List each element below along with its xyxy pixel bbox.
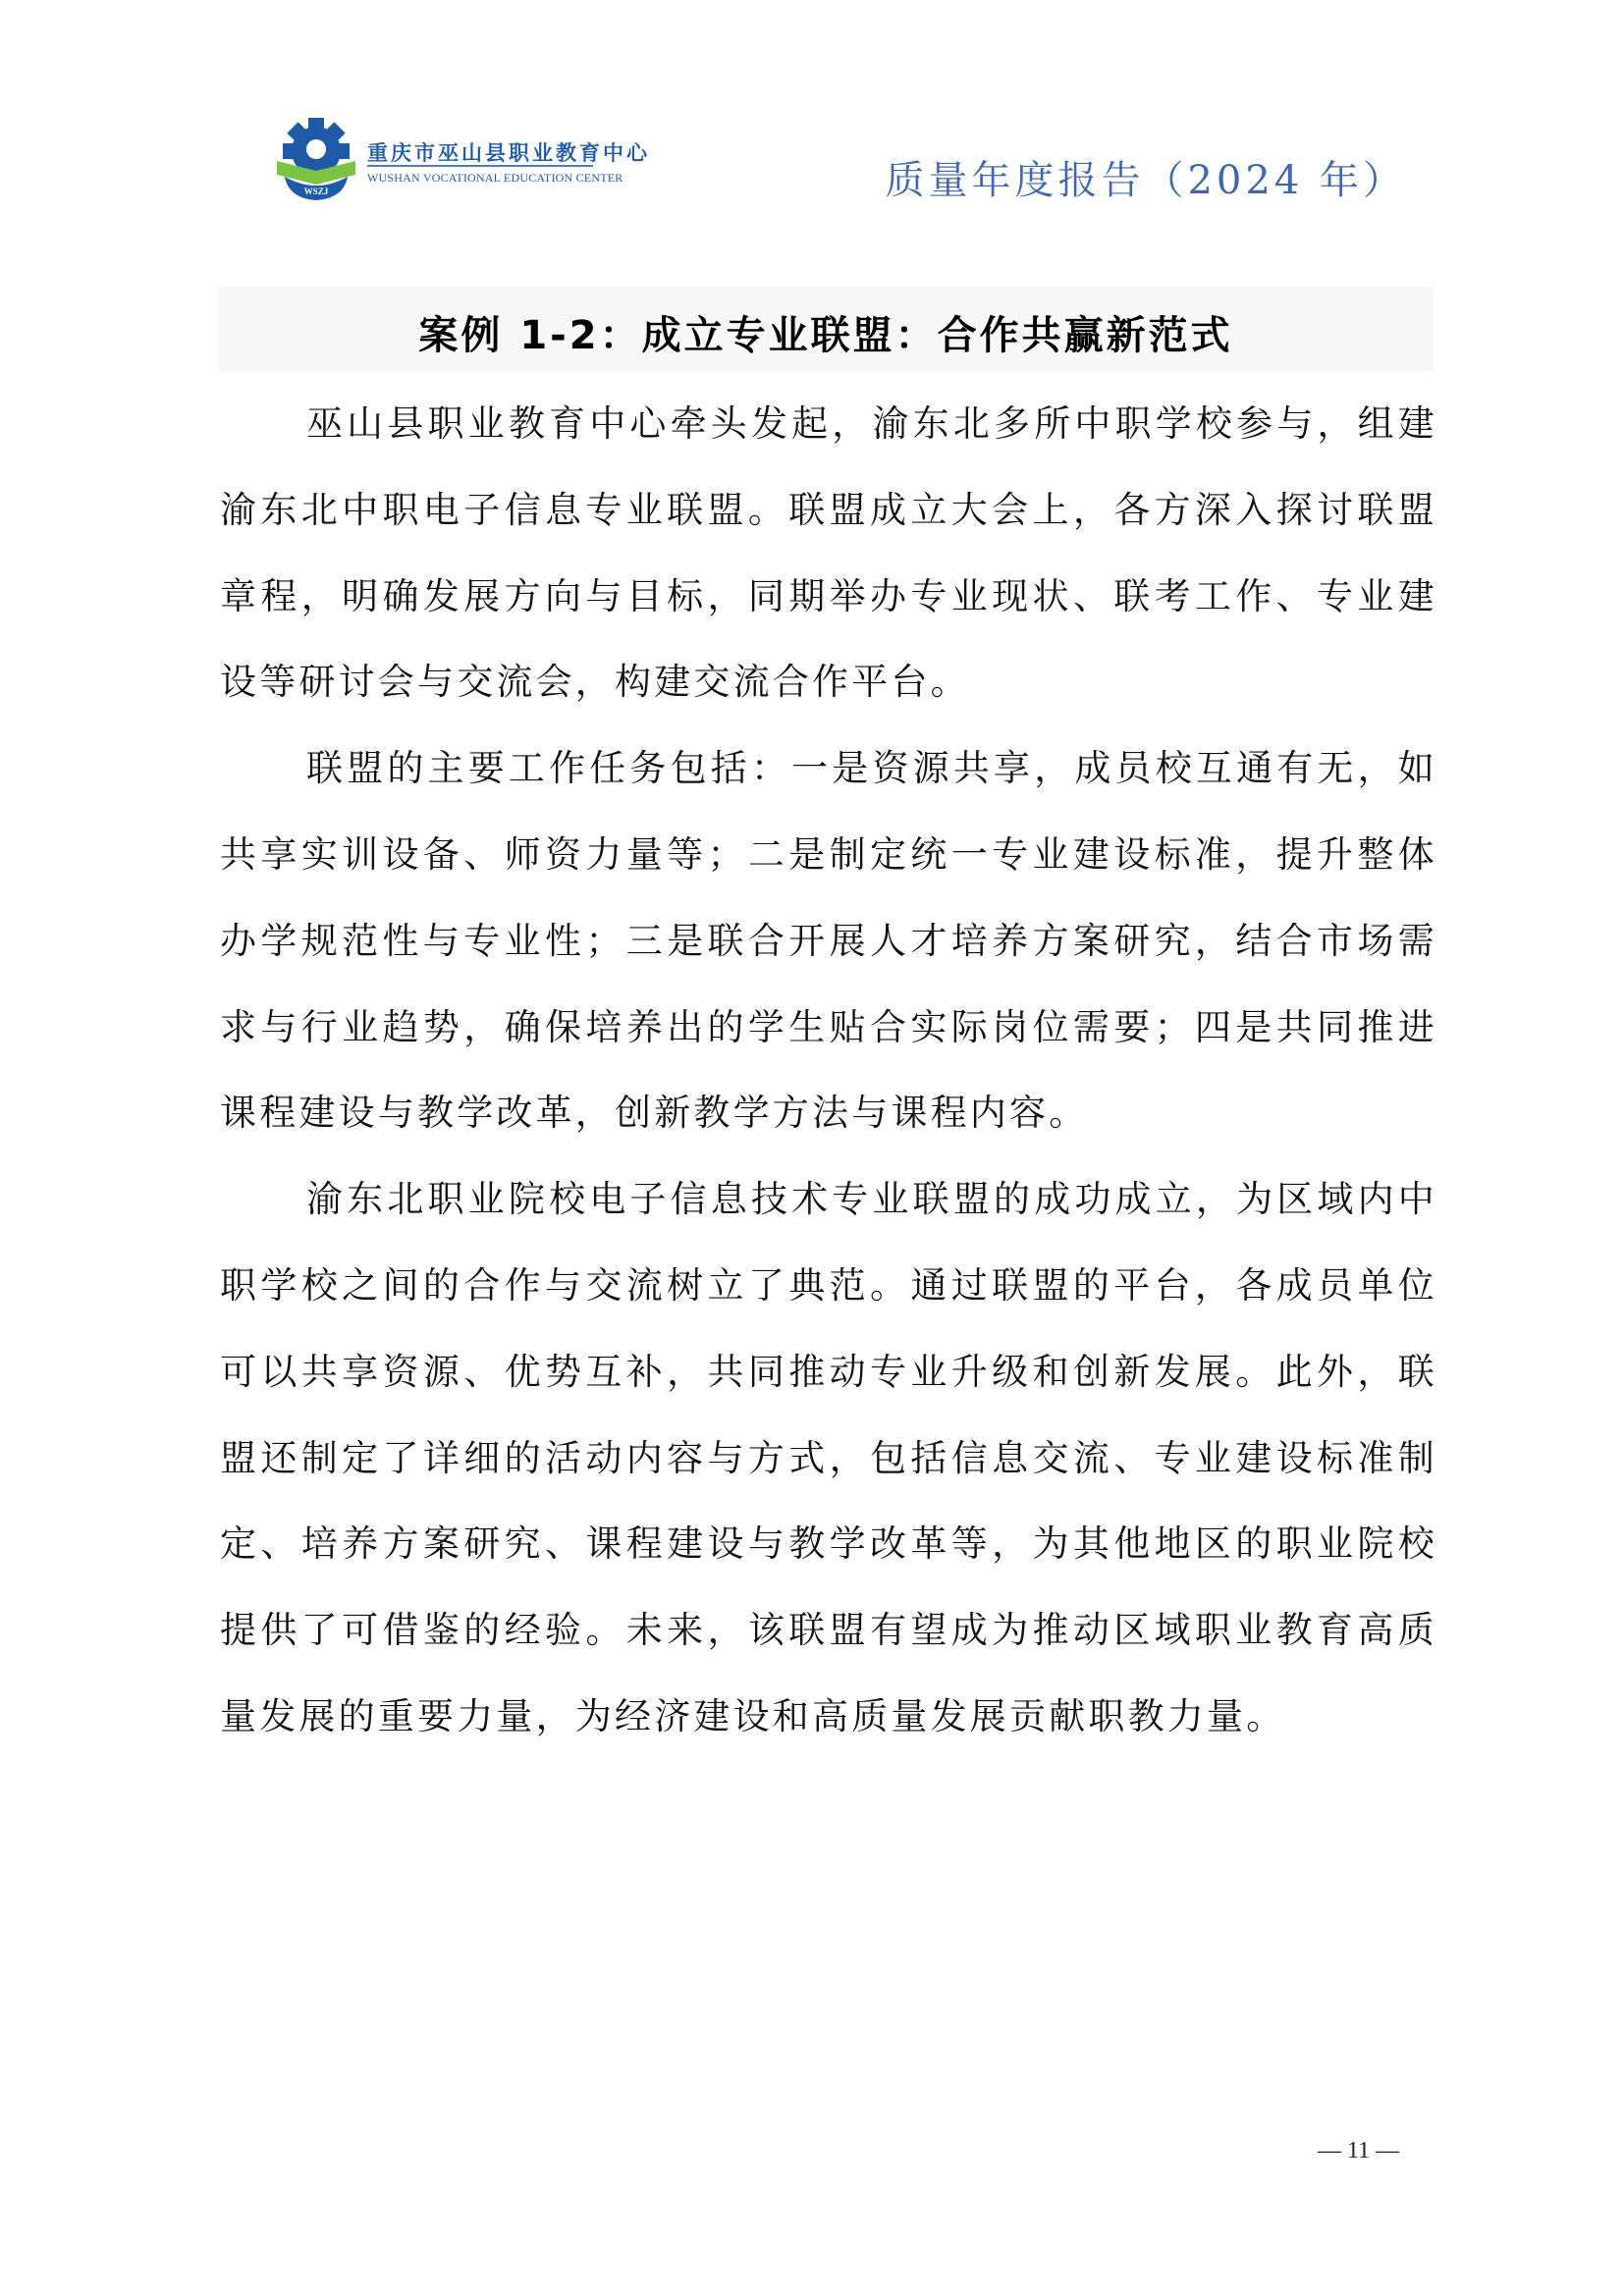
logo-badge-text: WSZJ — [303, 187, 329, 196]
case-title-band — [218, 287, 1434, 371]
school-name-en: WUSHAN VOCATIONAL EDUCATION CENTER — [367, 171, 623, 185]
school-logo — [271, 116, 650, 204]
page-number: — 11 — — [1318, 2138, 1400, 2163]
report-title: 质量年度报告（2024 年） — [885, 158, 1406, 203]
gear-book-logo-icon — [271, 116, 361, 202]
case-title: 案例 1-2：成立专业联盟：合作共赢新范式 — [418, 313, 1233, 358]
paragraph: 联盟的主要工作任务包括：一是资源共享，成员校互通有无，如共享实训设备、师资力量等；二是制定统一专业建设标准，提升整体办学规范性与专业性；三是联合开展人才培养方案研究，结合市场需求与行业趋势，确保培养出的学生贴合实际岗位需要；四是共同推进课程建设与教学改革，创新教学方法与课程内容。 — [220, 747, 1437, 1135]
school-name-cn: 重庆市巫山县职业教育中心 — [367, 141, 650, 165]
body-text — [220, 381, 1437, 1760]
paragraph: 巫山县职业教育中心牵头发起，渝东北多所中职学校参与，组建渝东北中职电子信息专业联盟。联盟成立大会上，各方深入探讨联盟章程，明确发展方向与目标，同期举办专业现状、联考工作、专业建设等研讨会与交流会，构建交流合作平台。 — [220, 402, 1437, 704]
logo-divider — [367, 165, 593, 167]
paragraph: 渝东北职业院校电子信息技术专业联盟的成功成立，为区域内中职学校之间的合作与交流树立了典范。通过联盟的平台，各成员单位可以共享资源、优势互补，共同推动专业升级和创新发展。此外，联盟还制定了详细的活动内容与方式，包括信息交流、专业建设标准制定、培养方案研究、课程建设与教学改革等，为其他地区的职业院校提供了可借鉴的经验。未来，该联盟有望成为推动区域职业教育高质量发展的重要力量，为经济建设和高质量发展贡献职教力量。 — [220, 1178, 1437, 1737]
